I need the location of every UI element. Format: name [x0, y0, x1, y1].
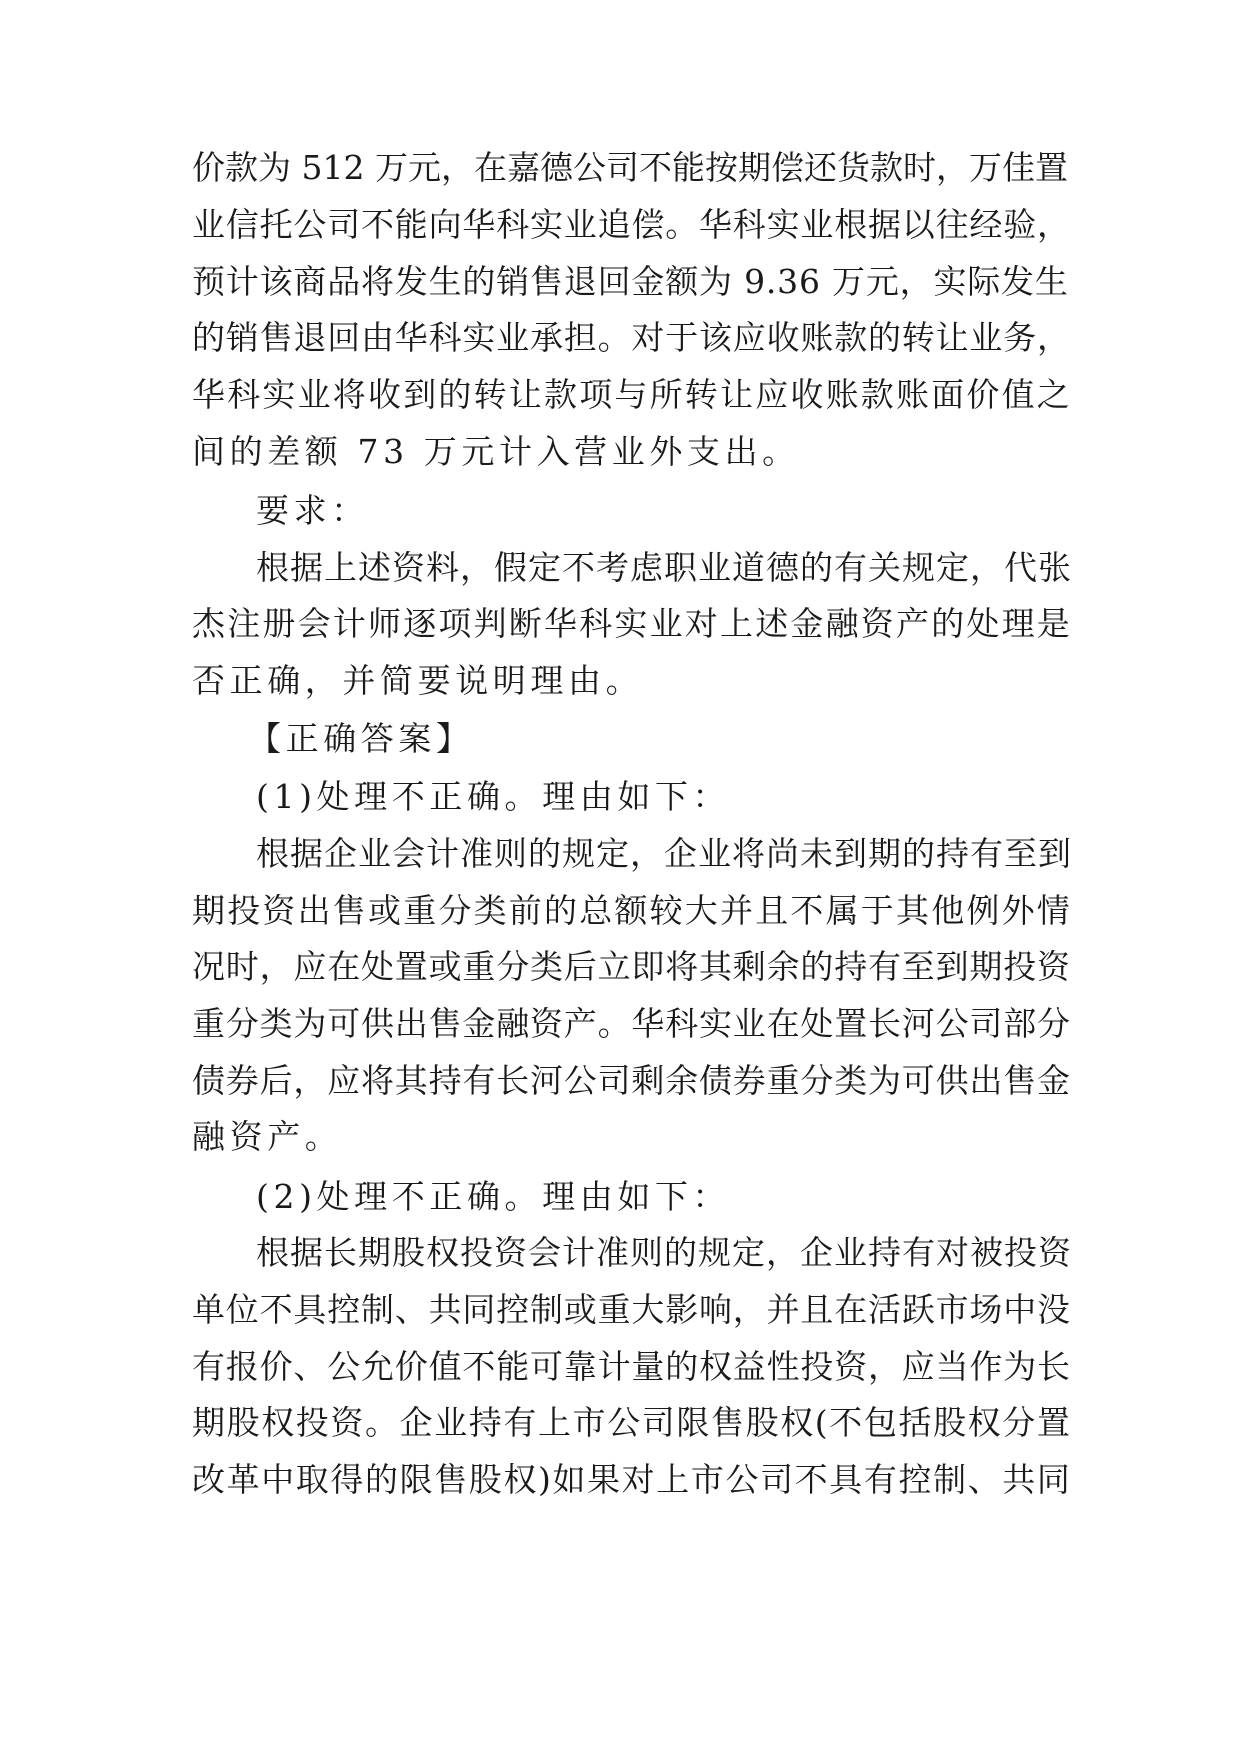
paragraph-line: 价款为 512 万元，在嘉德公司不能按期偿还货款时，万佳置 [192, 148, 1068, 187]
paragraph-line: 否正确，并简要说明理由。 [192, 661, 644, 700]
paragraph-line: 期投资出售或重分类前的总额较大并且不属于其他例外情 [192, 891, 1072, 930]
paragraph-line: 期股权投资。企业持有上市公司限售股权(不包括股权分置 [192, 1403, 1072, 1442]
paragraph-line: 的销售退回由华科实业承担。对于该应收账款的转让业务， [192, 318, 1071, 357]
paragraph-line: 重分类为可供出售金融资产。华科实业在处置长河公司部分 [192, 1004, 1071, 1043]
paragraph-line: 杰注册会计师逐项判断华科实业对上述金融资产的处理是 [192, 604, 1072, 643]
paragraph-line: 单位不具控制、共同控制或重大影响，并且在活跃市场中没 [192, 1290, 1071, 1329]
paragraph-line: 华科实业将收到的转让款项与所转让应收账款账面价值之 [192, 375, 1072, 414]
paragraph-line: 融资产。 [192, 1117, 343, 1156]
answer-item-heading: (1)处理不正确。理由如下： [256, 777, 731, 816]
paragraph-line: 有报价、公允价值不能可靠计量的权益性投资，应当作为长 [192, 1347, 1071, 1386]
paragraph-line: 根据企业会计准则的规定，企业将尚未到期的持有至到 [256, 834, 1072, 873]
paragraph-line: 况时，应在处置或重分类后立即将其剩余的持有至到期投资 [192, 947, 1071, 986]
paragraph-line: 业信托公司不能向华科实业追偿。华科实业根据以往经验， [192, 205, 1071, 244]
requirement-heading: 要求： [256, 491, 369, 530]
paragraph-line: 根据长期股权投资会计准则的规定，企业持有对被投资 [256, 1233, 1072, 1272]
paragraph-line: 债券后，应将其持有长河公司剩余债券重分类为可供出售金 [192, 1061, 1071, 1100]
paragraph-line: 改革中取得的限售股权)如果对上市公司不具有控制、共同 [192, 1460, 1072, 1499]
paragraph-line: 根据上述资料，假定不考虑职业道德的有关规定，代张 [256, 548, 1072, 587]
paragraph-line: 间的差额 73 万元计入营业外支出。 [192, 432, 800, 471]
answer-heading: 【正确答案】 [248, 719, 474, 758]
answer-item-heading: (2)处理不正确。理由如下： [256, 1177, 731, 1216]
paragraph-line: 预计该商品将发生的销售退回金额为 9.36 万元，实际发生 [192, 262, 1069, 301]
